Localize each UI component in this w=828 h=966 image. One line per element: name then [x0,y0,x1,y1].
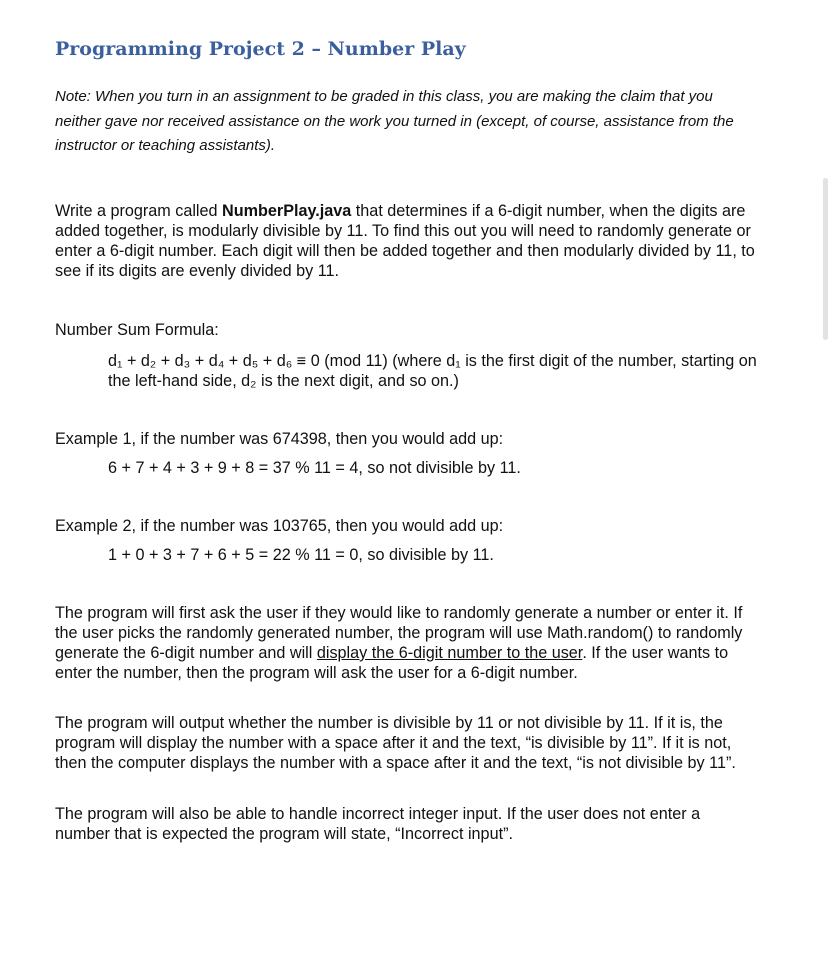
example2-heading: Example 2, if the number was 103765, then you would add up: [55,517,504,535]
honor-note: Note: When you turn in an assignment to be graded in this class, you are making the claim that you neither gave nor received assistance on the work you turned in (except, of course, assistance from the instructor or teaching assistants). [55,88,734,154]
formula-text: d₁ + d₂ + d₃ + d₄ + d₅ + d₆ ≡ 0 (mod 11) (where d₁ is the first digit of the number, starting on the left-hand side, d₂ is the next digit, and so on.) [108,352,757,390]
program-filename: NumberPlay.java [222,202,352,220]
underlined-requirement: display the 6-digit number to the user [316,644,583,662]
scrollbar-thumb[interactable] [823,178,828,340]
example2-calculation: 1 + 0 + 3 + 7 + 6 + 5 = 22 % 11 = 0, so divisible by 11. [108,546,494,564]
random-text-before: The program will first ask the user if they would like to randomly generate a number or enter it. If the user picks the randomly generated number, the program will use Math.random() to randomly generate the 6-digit number and will [55,604,743,662]
intro-paragraph [55,201,755,281]
intro-text-after: that determines if a 6-digit number, when the digits are added together, is modularly divisible by 11. To find this out you will need to randomly generate or enter a 6-digit number. Each digit will then be added together and then modularly divided by 11, to see if its digits are evenly divided by 11. [55,202,755,280]
output-paragraph: The program will output whether the number is divisible by 11 or not divisible by 11. If it is, the program will display the number with a space after it and the text, “is divisible by 11”. If it is not, then the computer displays the number with a space after it and the text, “is not divisible by 11”. [55,714,736,772]
page-title: Programming Project 2 – Number Play [55,38,466,60]
example1-heading: Example 1, if the number was 674398, then you would add up: [55,430,504,448]
incorrect-input-paragraph: The program will also be able to handle incorrect integer input. If the user does not enter a number that is expected the program will state, “Incorrect input”. [55,805,701,843]
example1-calculation: 6 + 7 + 4 + 3 + 9 + 8 = 37 % 11 = 4, so not divisible by 11. [108,459,521,477]
formula-heading: Number Sum Formula: [55,321,219,339]
random-text-after: . If the user wants to enter the number, then the program will ask the user for a 6-digit number. [55,644,729,682]
intro-text-before: Write a program called [55,202,223,220]
random-generation-paragraph [55,603,755,683]
